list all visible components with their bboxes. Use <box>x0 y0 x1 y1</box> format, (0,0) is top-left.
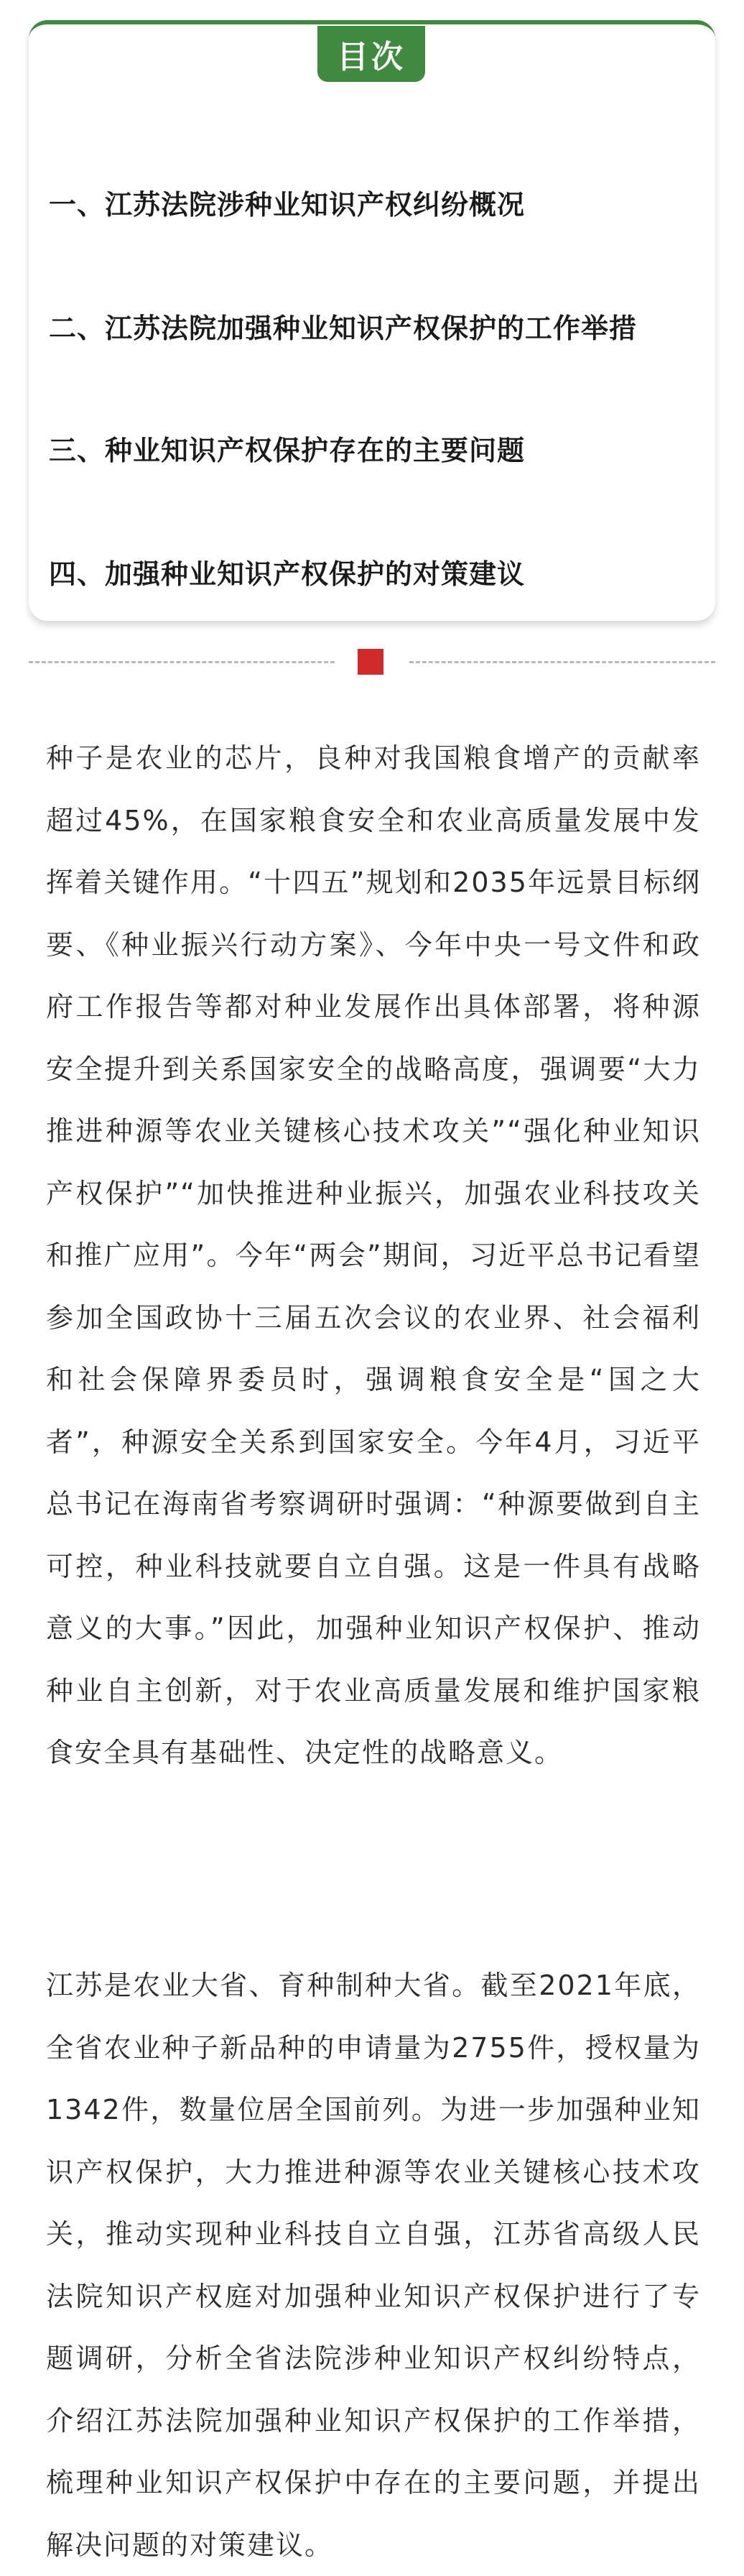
toc-item-1[interactable]: 一、江苏法院涉种业知识产权纠纷概况 <box>49 189 526 221</box>
toc-item-3[interactable]: 三、种业知识产权保护存在的主要问题 <box>49 435 526 466</box>
body-paragraph-2: 江苏是农业大省、育种制种大省。截至2021年底，全省农业种子新品种的申请量为2755件，授权量为1342件，数量位居全国前列。为进一步加强种业知识产权保护，大力推进种源等农业关键核心技术攻关，推动实现种业科技自立自强，江苏省高级人民法院知识产权庭对加强种业知识产权保护进行了专题调研，分析全省法院涉种业知识产权纠纷特点，介绍江苏法院加强种业知识产权保护的工作举措，梳理种业知识产权保护中存在的主要问题，并提出解决问题的对策建议。 <box>46 1970 701 2561</box>
toc-title-badge: 目次 <box>317 26 425 82</box>
toc-item-4[interactable]: 四、加强种业知识产权保护的对策建议 <box>49 558 526 590</box>
section-divider-right <box>409 661 715 663</box>
divider-square-icon <box>358 649 383 675</box>
toc-item-2[interactable]: 二、江苏法院加强种业知识产权保护的工作举措 <box>49 313 638 344</box>
section-divider-left <box>29 661 335 663</box>
body-paragraph-1: 种子是农业的芯片，良种对我国粮食增产的贡献率超过45%，在国家粮食安全和农业高质量发展中发挥着关键作用。“十四五”规划和2035年远景目标纲要、《种业振兴行动方案》、今年中央一号文件和政府工作报告等都对种业发展作出具体部署，将种源安全提升到关系国家安全的战略高度，强调要“大力推进种源等农业关键核心技术攻关”“强化种业知识产权保护”“加快推进种业振兴，加强农业科技攻关和推广应用”。今年“两会”期间，习近平总书记看望参加全国政协十三届五次会议的农业界、社会福利和社会保障界委员时，强调粮食安全是“国之大者”，种源安全关系到国家安全。今年4月，习近平总书记在海南省考察调研时强调：“种源要做到自主可控，种业科技就要自立自强。这是一件具有战略意义的大事。”因此，加强种业知识产权保护、推动种业自主创新，对于农业高质量发展和维护国家粮食安全具有基础性、决定性的战略意义。 <box>46 742 701 1768</box>
